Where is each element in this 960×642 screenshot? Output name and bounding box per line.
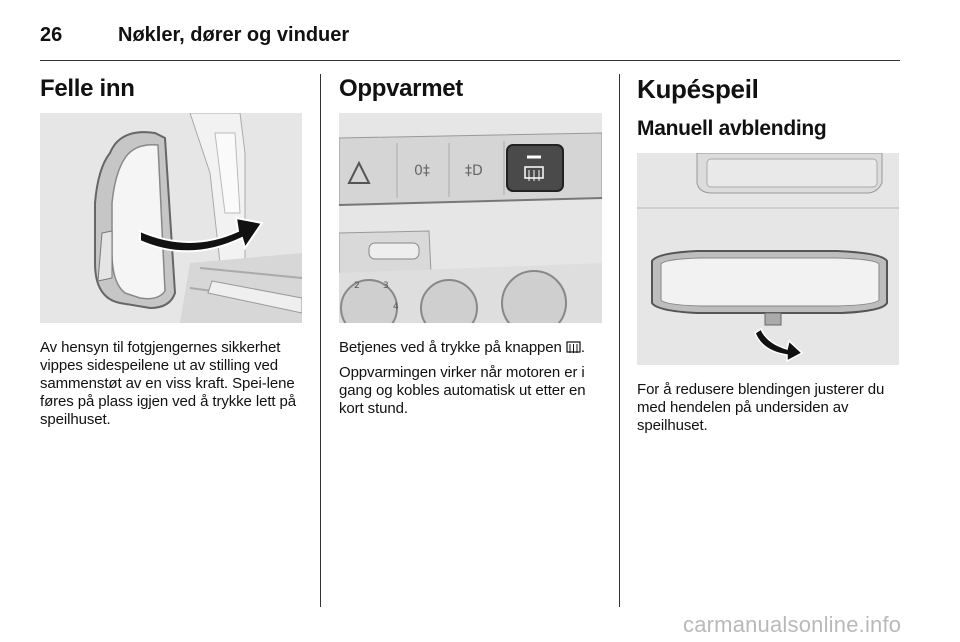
body-text [339, 339, 602, 357]
body-text: For å redusere blendingen justerer du med hendelen på undersiden av speilhuset. [637, 381, 885, 434]
body-text: Av hensyn til fotgjengernes sikkerhet vippes sidespeilene ut av stilling ved sammenstøt av en viss kraft. Spei-lene føres på plass igjen ved å trykke lett på speilhuset. [40, 339, 297, 428]
dashboard-heated-mirror-button-illustration [339, 113, 602, 323]
column-divider [619, 74, 620, 607]
section-heading: Felle inn [40, 75, 135, 102]
section-heated [339, 72, 602, 418]
subsection-heading: Manuell avblending [637, 117, 827, 140]
body-text-suffix: . [580, 339, 585, 356]
watermark: carmanualsonline.info [683, 612, 902, 637]
header-divider [40, 60, 900, 61]
svg-text:3: 3 [383, 281, 389, 291]
svg-text:4: 4 [393, 302, 399, 312]
page-number: 26 [40, 23, 63, 46]
column-divider [320, 74, 321, 607]
rear-defrost-icon [566, 340, 581, 354]
svg-text:0‡: 0‡ [414, 163, 430, 179]
section-fold-in [40, 72, 302, 429]
folding-mirror-illustration [40, 113, 302, 323]
svg-text:2: 2 [354, 281, 360, 291]
svg-text:‡D: ‡D [465, 163, 483, 179]
page-header [40, 20, 349, 50]
body-text-prefix: Betjenes ved å trykke på knappen [339, 339, 562, 356]
section-heading: Oppvarmet [339, 75, 464, 102]
chapter-title: Nøkler, dører og vinduer [118, 23, 350, 46]
rearview-mirror-illustration [637, 153, 899, 365]
section-interior-mirror [637, 72, 902, 435]
body-text: Oppvarmingen virker når motoren er i gang og kobles automatisk ut etter en kort stund. [339, 364, 586, 417]
section-heading: Kupéspeil [637, 74, 759, 104]
